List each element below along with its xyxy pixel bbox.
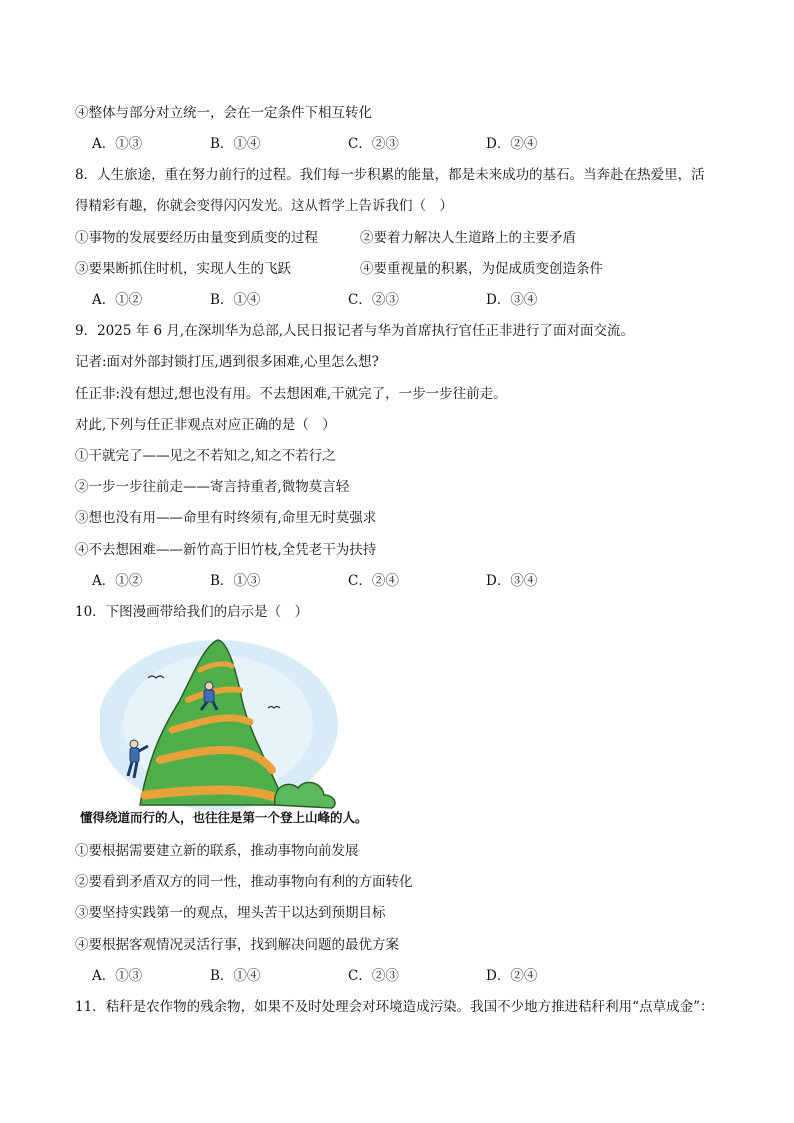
q7-option-d[interactable]: D．②④ — [486, 136, 538, 152]
q8-option-a[interactable]: A．①② — [92, 292, 143, 308]
q9-stem-line-4: 对此,下列与任正非观点对应正确的是（ ） — [75, 417, 336, 433]
q10-option-a[interactable]: A．①③ — [92, 968, 143, 984]
q7-item-4: ④整体与部分对立统一，会在一定条件下相互转化 — [75, 105, 372, 121]
q10-option-b[interactable]: B．①④ — [210, 968, 261, 984]
q7-option-c[interactable]: C．②③ — [348, 136, 399, 152]
q9-option-c[interactable]: C．②④ — [348, 573, 399, 589]
q10-item-2: ②要看到矛盾双方的同一性，推动事物向有利的方面转化 — [75, 874, 413, 890]
q8-option-d[interactable]: D．③④ — [486, 292, 538, 308]
q8-item-2: ②要着力解决人生道路上的主要矛盾 — [360, 230, 576, 246]
q10-item-3: ③要坚持实践第一的观点，埋头苦干以达到预期目标 — [75, 905, 386, 921]
q8-stem-line-1: 8．人生旅途，重在努力前行的过程。我们每一步积累的能量，都是未来成功的基石。当奔赴在热爱里，活 — [75, 167, 705, 183]
q8-item-1: ①事物的发展要经历由量变到质变的过程 — [75, 230, 318, 246]
q8-item-3: ③要果断抓住时机，实现人生的飞跃 — [75, 261, 291, 277]
q9-stem-line-2: 记者:面对外部封锁打压,遇到很多困难,心里怎么想? — [75, 354, 379, 370]
mountain-cartoon-image — [100, 630, 340, 810]
q8-option-b[interactable]: B．①④ — [210, 292, 261, 308]
cartoon-caption: 懂得绕道而行的人，也往往是第一个登上山峰的人。 — [80, 810, 368, 825]
q8-items-row-2 — [75, 260, 603, 278]
q11-stem-line-1: 11．秸秆是农作物的残余物，如果不及时处理会对环境造成污染。我国不少地方推进秸秆利用“点草成金”： — [75, 999, 714, 1015]
q10-stem: 10．下图漫画带给我们的启示是（ ） — [75, 604, 309, 620]
q10-option-c[interactable]: C．②③ — [348, 968, 399, 984]
q10-item-1: ①要根据需要建立新的联系，推动事物向前发展 — [75, 843, 359, 859]
q7-option-a[interactable]: A．①③ — [92, 136, 143, 152]
q8-items-row-1 — [75, 229, 576, 247]
q9-option-b[interactable]: B．①③ — [210, 573, 261, 589]
q10-option-d[interactable]: D．②④ — [486, 968, 538, 984]
q9-item-2: ②一步一步往前走——寄言持重者,微物莫言轻 — [75, 479, 350, 495]
q9-option-d[interactable]: D．③④ — [486, 573, 538, 589]
q10-item-4: ④要根据客观情况灵活行事，找到解决问题的最优方案 — [75, 937, 399, 953]
q8-option-c[interactable]: C．②③ — [348, 292, 399, 308]
q9-item-3: ③想也没有用——命里有时终须有,命里无时莫强求 — [75, 510, 377, 526]
q9-stem-line-3: 任正非:没有想过,想也没有用。不去想困难,干就完了，一步一步往前走。 — [75, 386, 507, 402]
q7-option-b[interactable]: B．①④ — [210, 136, 261, 152]
q9-item-4: ④不去想困难——新竹高于旧竹枝,全凭老干为扶持 — [75, 542, 377, 558]
q9-stem-line-1: 9．2025 年 6 月,在深圳华为总部,人民日报记者与华为首席执行官任正非进行了面对面交流。 — [75, 323, 634, 339]
q8-stem-line-2: 得精彩有趣，你就会变得闪闪发光。这从哲学上告诉我们（ ） — [75, 198, 453, 214]
q8-item-4: ④要重视量的积累，为促成质变创造条件 — [360, 261, 603, 277]
q9-item-1: ①干就完了——见之不若知之,知之不若行之 — [75, 448, 336, 464]
q9-option-a[interactable]: A．①② — [92, 573, 143, 589]
